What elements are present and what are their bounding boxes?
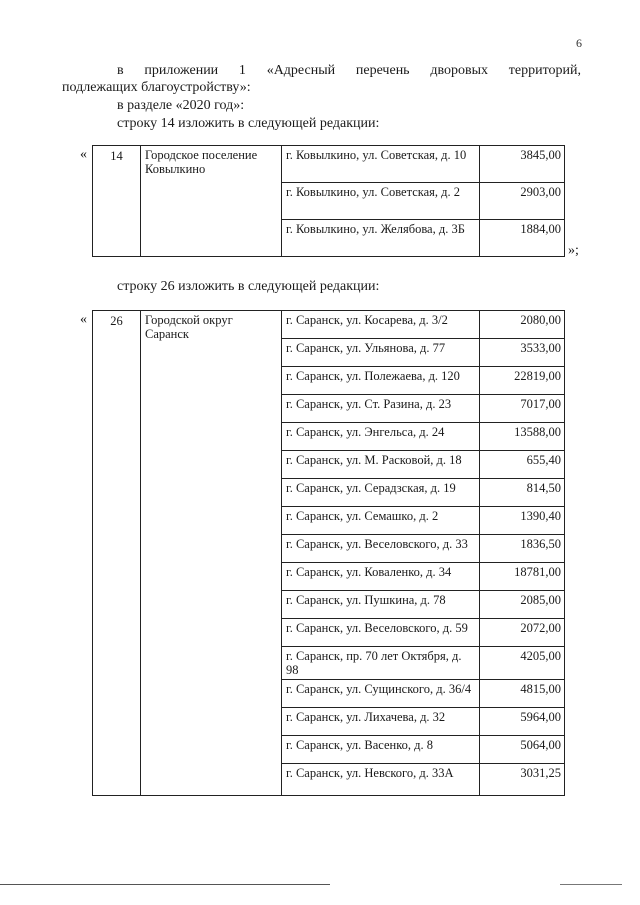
value-cell: 7017,00 [480, 395, 565, 423]
value-cell: 1884,00 [480, 220, 565, 257]
intro-line-1: в приложении 1 «Адресный перечень дворовых территорий, [117, 63, 581, 78]
value-cell: 1390,40 [480, 507, 565, 535]
value-cell: 5964,00 [480, 708, 565, 736]
value-cell: 2072,00 [480, 619, 565, 647]
row-number: 26 [93, 311, 141, 796]
intro-line-4: строку 14 изложить в следующей редакции: [117, 116, 380, 131]
row-number: 14 [93, 146, 141, 257]
value-cell: 5064,00 [480, 736, 565, 764]
address-cell: г. Саранск, ул. М. Расковой, д. 18 [282, 451, 480, 479]
address-cell: г. Саранск, ул. Полежаева, д. 120 [282, 367, 480, 395]
address-cell: г. Саранск, ул. Васенко, д. 8 [282, 736, 480, 764]
value-cell: 4815,00 [480, 680, 565, 708]
open-quote-row14: « [80, 147, 87, 162]
address-cell: г. Саранск, ул. Пушкина, д. 78 [282, 591, 480, 619]
address-cell: г. Саранск, ул. Семашко, д. 2 [282, 507, 480, 535]
address-cell: г. Саранск, ул. Веселовского, д. 59 [282, 619, 480, 647]
value-cell: 814,50 [480, 479, 565, 507]
address-cell: г. Саранск, ул. Энгельса, д. 24 [282, 423, 480, 451]
value-cell: 22819,00 [480, 367, 565, 395]
value-cell: 18781,00 [480, 563, 565, 591]
value-cell: 3845,00 [480, 146, 565, 183]
address-cell: г. Саранск, ул. Ульянова, д. 77 [282, 339, 480, 367]
value-cell: 3533,00 [480, 339, 565, 367]
address-cell: г. Саранск, пр. 70 лет Октября, д. 98 [282, 647, 480, 680]
address-cell: г. Ковылкино, ул. Советская, д. 2 [282, 183, 480, 220]
address-cell: г. Саранск, ул. Сущинского, д. 36/4 [282, 680, 480, 708]
address-cell: г. Саранск, ул. Косарева, д. 3/2 [282, 311, 480, 339]
address-cell: г. Саранск, ул. Веселовского, д. 33 [282, 535, 480, 563]
municipality-name: Городской округ Саранск [141, 311, 282, 796]
address-cell: г. Саранск, ул. Коваленко, д. 34 [282, 563, 480, 591]
address-cell: г. Саранск, ул. Ст. Разина, д. 23 [282, 395, 480, 423]
table-row [93, 146, 565, 183]
value-cell: 2903,00 [480, 183, 565, 220]
scan-edge-dash [560, 884, 622, 885]
row14-table [92, 145, 565, 257]
intro-line-3: в разделе «2020 год»: [117, 98, 245, 113]
value-cell: 3031,25 [480, 764, 565, 796]
address-cell: г. Саранск, ул. Лихачева, д. 32 [282, 708, 480, 736]
municipality-name: Городское поселение Ковылкино [141, 146, 282, 257]
address-cell: г. Саранск, ул. Серадзская, д. 19 [282, 479, 480, 507]
value-cell: 2080,00 [480, 311, 565, 339]
close-quote-row14: »; [568, 243, 579, 258]
address-cell: г. Ковылкино, ул. Советская, д. 10 [282, 146, 480, 183]
page-number: 6 [576, 36, 582, 50]
address-cell: г. Ковылкино, ул. Желябова, д. 3Б [282, 220, 480, 257]
intro-row26: строку 26 изложить в следующей редакции: [117, 279, 380, 294]
scan-edge-line [0, 884, 330, 885]
value-cell: 1836,50 [480, 535, 565, 563]
intro-line-2: подлежащих благоустройству»: [62, 80, 251, 95]
row26-table [92, 310, 565, 796]
value-cell: 13588,00 [480, 423, 565, 451]
value-cell: 2085,00 [480, 591, 565, 619]
open-quote-row26: « [80, 312, 87, 327]
table-row [93, 311, 565, 339]
value-cell: 655,40 [480, 451, 565, 479]
address-cell: г. Саранск, ул. Невского, д. 33А [282, 764, 480, 796]
value-cell: 4205,00 [480, 647, 565, 680]
